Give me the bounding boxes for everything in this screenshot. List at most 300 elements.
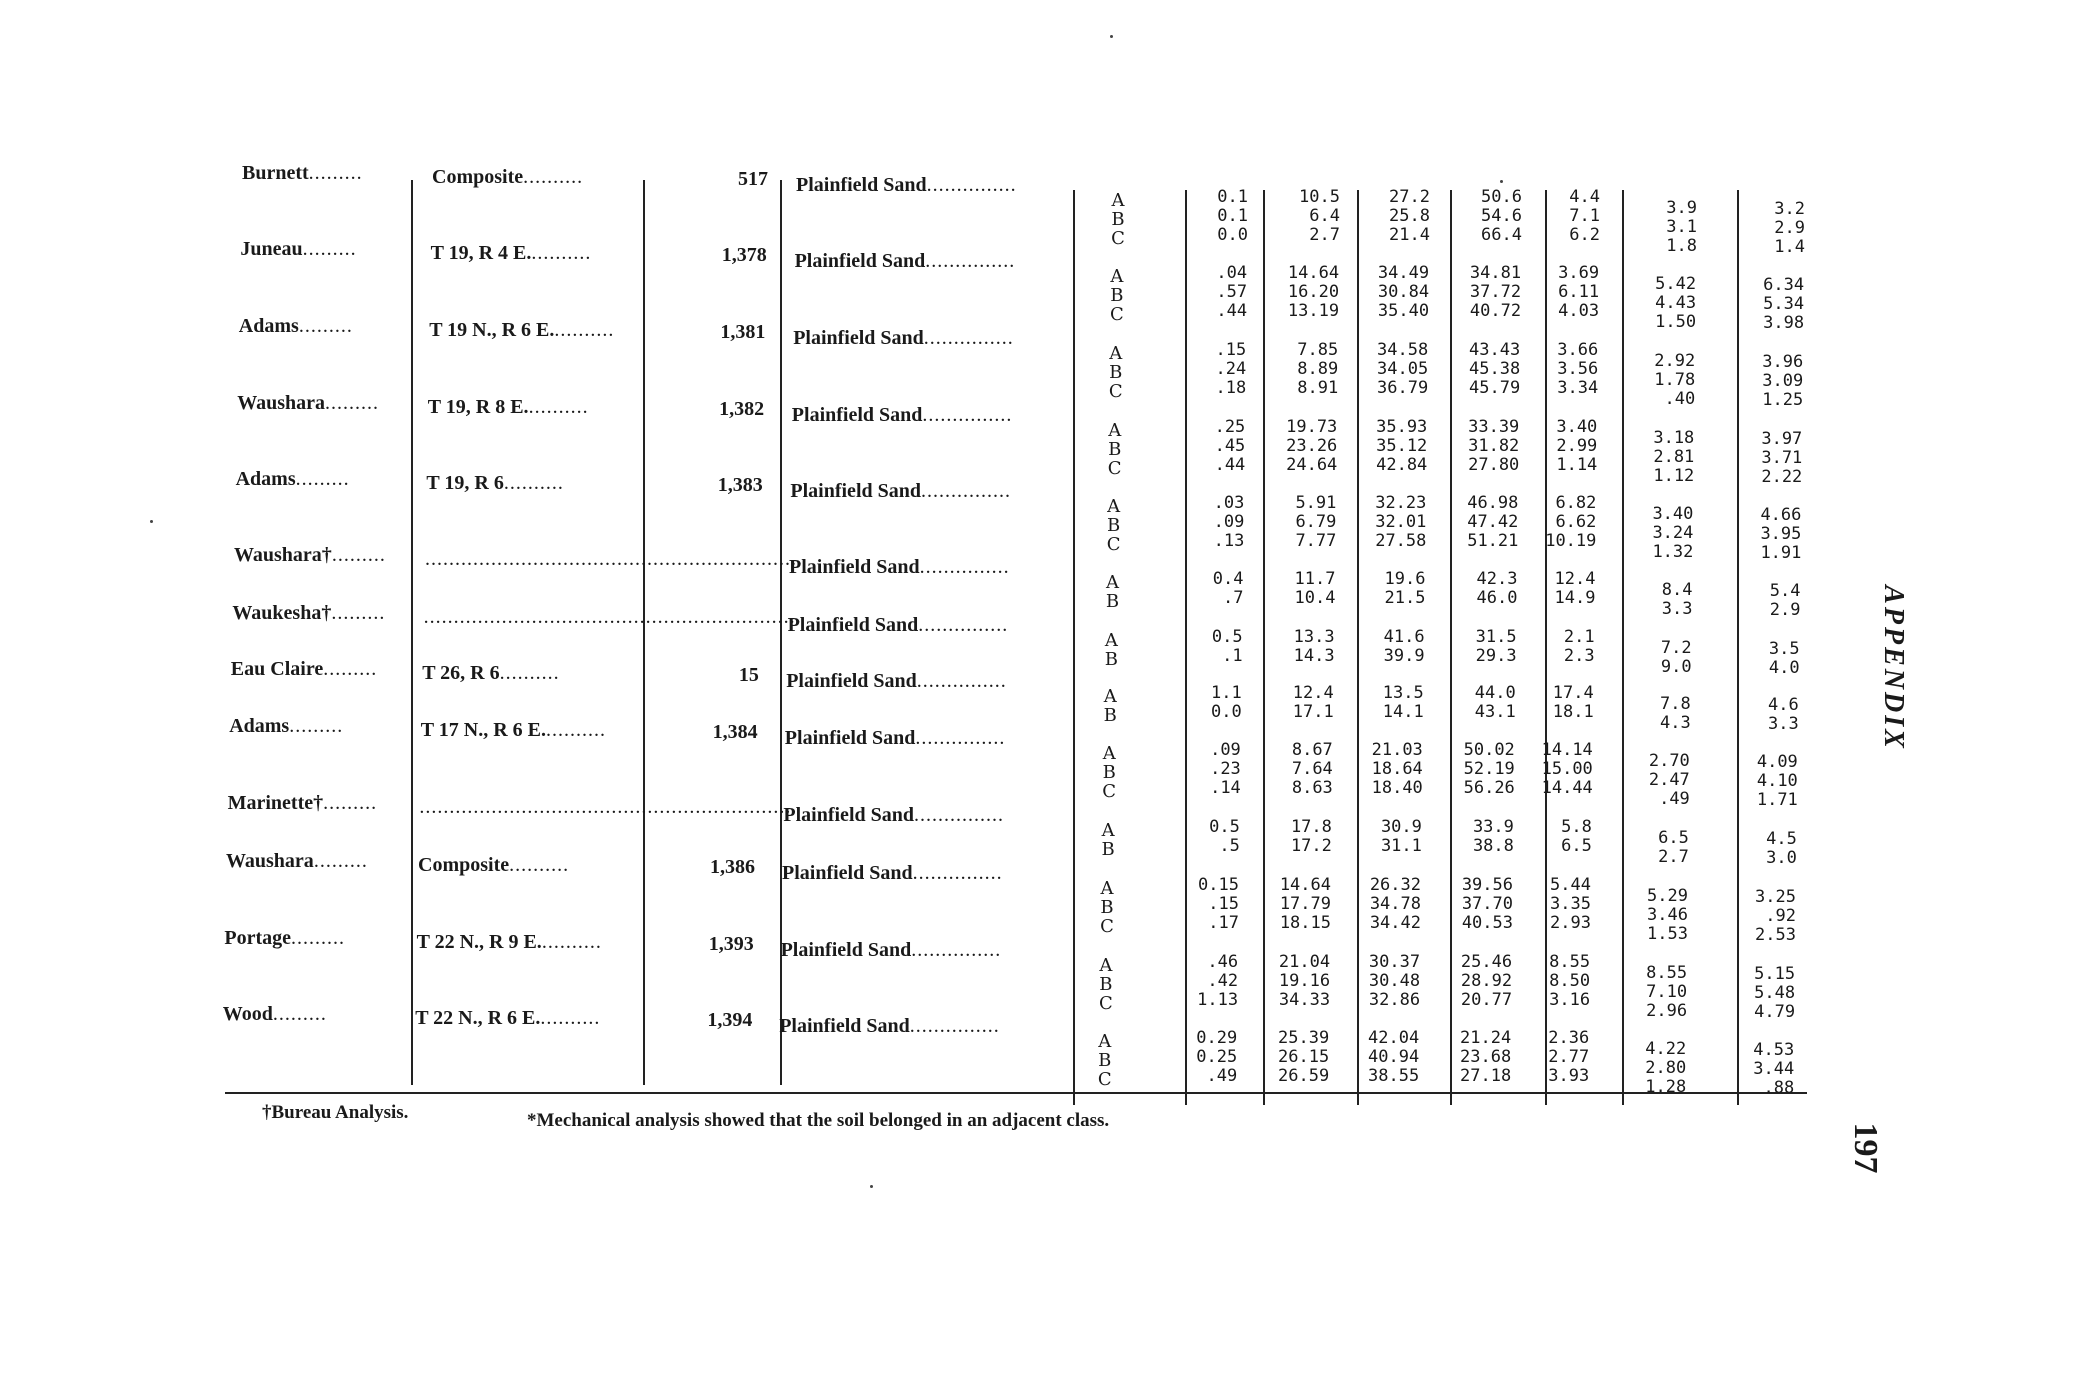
fraction-value: 3.24 (1652, 523, 1694, 543)
fraction-value: 0.0 (1210, 702, 1242, 722)
horizon-label: B (1110, 285, 1124, 306)
fraction-value: 2.7 (1309, 225, 1340, 245)
fraction-value: .09 (1213, 512, 1245, 532)
fraction-value: 31.5 (1475, 627, 1517, 647)
leader-dots: .......... (531, 242, 592, 264)
fraction-value: .92 (1765, 906, 1796, 926)
fraction-value: 35.40 (1377, 301, 1430, 321)
horizon-label: A (1104, 630, 1118, 651)
column-rule (411, 180, 413, 1085)
leader-dots: ............... (909, 1015, 1000, 1037)
leader-dots: ............... (918, 614, 1009, 636)
fraction-value: 0.5 (1209, 817, 1240, 837)
fraction-value: 1.1 (1210, 683, 1242, 703)
footnote-bureau-analysis: †Bureau Analysis. (262, 1102, 409, 1123)
leader-dots: ............... (921, 480, 1011, 502)
fraction-value: 2.81 (1653, 447, 1695, 467)
horizon-label: A (1110, 266, 1124, 287)
sample-number: 1,394 (707, 1009, 753, 1031)
leader-dots: ......... (272, 1003, 327, 1025)
fraction-value: 3.09 (1762, 371, 1804, 391)
fraction-value: 3.0 (1766, 848, 1797, 868)
fraction-value: 13.19 (1287, 301, 1340, 321)
leader-dots: .......... (509, 854, 570, 876)
county-name: Adams (235, 468, 296, 490)
fraction-value: .44 (1216, 301, 1248, 321)
horizon-label: A (1108, 420, 1122, 441)
fraction-value: .44 (1214, 455, 1246, 475)
leader-dots: ......... (323, 792, 378, 814)
leader-dots: ............... (922, 404, 1013, 426)
soil-type-cell (792, 404, 1013, 427)
fraction-value: 30.37 (1368, 952, 1421, 972)
fraction-value: 21.4 (1389, 225, 1430, 245)
fraction-value: 28.92 (1460, 971, 1513, 991)
fraction-value: 8.55 (1646, 963, 1688, 983)
county-cell (232, 602, 385, 625)
location-cell (421, 719, 606, 742)
county-name: Adams (238, 315, 299, 337)
fraction-value: 7.10 (1646, 982, 1688, 1002)
leader-dots: ............... (916, 670, 1007, 692)
location-cell (422, 662, 559, 685)
soil-type: Plainfield Sand (789, 556, 920, 578)
scan-speck (1110, 35, 1113, 38)
horizon-label: C (1106, 534, 1121, 555)
fraction-value: 35.93 (1376, 417, 1428, 437)
leader-dots: ......... (289, 715, 344, 737)
fraction-value: 26.15 (1278, 1047, 1330, 1067)
fraction-value: 21.24 (1460, 1028, 1512, 1048)
soil-type-cell (793, 327, 1014, 350)
leader-dots: .......... (546, 719, 607, 741)
soil-type: Plainfield Sand (783, 804, 914, 826)
leader-dots: .......... (541, 931, 602, 953)
county-name: Eau Claire (230, 658, 324, 680)
fraction-value: 14.44 (1541, 778, 1593, 798)
fraction-value: 1.32 (1652, 542, 1694, 562)
fraction-value: 4.22 (1645, 1039, 1687, 1059)
fraction-value: 3.96 (1762, 352, 1804, 372)
county-cell (240, 238, 356, 261)
horizon-label: B (1105, 591, 1120, 612)
fraction-value: 50.02 (1463, 740, 1515, 760)
fraction-value: 39.56 (1461, 875, 1513, 895)
fraction-value: 34.33 (1278, 990, 1331, 1010)
soil-type: Plainfield Sand (780, 939, 912, 961)
fraction-value: 6.11 (1558, 282, 1600, 302)
fraction-value: 34.42 (1369, 913, 1421, 933)
fraction-value: 25.39 (1278, 1028, 1330, 1048)
running-head-appendix: APPENDIX (1878, 585, 1909, 751)
fraction-value: 3.56 (1557, 359, 1599, 379)
fraction-value: 23.26 (1286, 436, 1338, 456)
soil-type: Plainfield Sand (779, 1015, 910, 1037)
soil-type: Plainfield Sand (790, 480, 921, 502)
leader-dots: ......... (298, 315, 353, 337)
fraction-value: 39.9 (1383, 646, 1425, 666)
fraction-value: 40.53 (1461, 913, 1513, 933)
fraction-value: 14.1 (1382, 702, 1424, 722)
fraction-value: 3.1 (1666, 217, 1697, 237)
leader-dots: ......... (302, 238, 357, 260)
fraction-value: 3.3 (1661, 599, 1693, 619)
fraction-value: 3.16 (1549, 990, 1591, 1010)
county-cell (239, 315, 353, 338)
fraction-value: 4.66 (1760, 505, 1802, 525)
fraction-value: 56.26 (1463, 778, 1515, 798)
fraction-value: 0.4 (1212, 569, 1244, 589)
fraction-value: 18.1 (1552, 702, 1594, 722)
fraction-value: 27.80 (1468, 455, 1520, 475)
fraction-value: 29.3 (1475, 646, 1517, 666)
horizon-label: C (1100, 916, 1114, 937)
fraction-value: 7.85 (1297, 340, 1339, 360)
leader-dots: .......... (523, 166, 584, 188)
fraction-value: 30.9 (1380, 817, 1422, 837)
leader-dots: .......... (499, 662, 560, 684)
county-cell (237, 392, 379, 415)
fraction-value: 6.82 (1555, 493, 1597, 513)
fraction-value: 5.4 (1769, 581, 1801, 601)
fraction-value: 4.53 (1753, 1040, 1795, 1060)
fraction-value: .1 (1222, 646, 1243, 666)
fraction-value: .15 (1215, 340, 1247, 360)
county-name: Marinette† (227, 792, 324, 814)
location-cell (431, 242, 592, 265)
fraction-value: 5.42 (1655, 274, 1697, 294)
fraction-value: 2.92 (1654, 351, 1696, 371)
leader-dots: ............... (923, 327, 1014, 349)
fraction-value: 2.9 (1769, 600, 1801, 620)
soil-type-cell (782, 862, 1003, 885)
footnote-mechanical-analysis: *Mechanical analysis showed that the soil belonged in an adjacent class. (527, 1110, 1110, 1131)
location-cell (418, 854, 569, 877)
fraction-value: 12.4 (1554, 569, 1596, 589)
leader-dots: .......... (528, 396, 589, 418)
fraction-value: 41.6 (1383, 627, 1425, 647)
leader-dots: ............... (911, 939, 1002, 961)
location-text: T 19, R 4 E. (430, 242, 532, 264)
soil-type-cell (796, 174, 1017, 197)
column-rule (1622, 190, 1624, 1105)
fraction-value: 5.34 (1763, 294, 1805, 314)
fraction-value: .5 (1219, 836, 1240, 856)
fraction-value: 8.89 (1297, 359, 1339, 379)
fraction-value: 6.79 (1295, 512, 1337, 532)
fraction-value: .13 (1213, 531, 1245, 551)
fraction-value: 34.78 (1369, 894, 1421, 914)
county-cell (226, 850, 368, 873)
fraction-value: 38.8 (1472, 836, 1514, 856)
scan-speck (150, 520, 153, 523)
fraction-value: 1.91 (1760, 543, 1802, 563)
fraction-value: 25.46 (1460, 952, 1513, 972)
fraction-value: 4.09 (1756, 752, 1798, 772)
fraction-value: 13.3 (1293, 627, 1335, 647)
horizon-label: A (1109, 343, 1123, 364)
soil-type-cell (788, 614, 1009, 637)
horizon-label: B (1100, 897, 1114, 918)
fraction-value: 12.4 (1292, 683, 1334, 703)
location-text: T 19 N., R 6 E. (429, 319, 555, 341)
sample-number: 1,384 (712, 721, 758, 743)
fraction-value: 2.93 (1550, 913, 1591, 933)
sample-number: 15 (738, 664, 759, 686)
leader-dots: ............................................................... (419, 796, 798, 818)
horizon-label: A (1111, 190, 1125, 211)
fraction-value: 7.8 (1659, 694, 1691, 714)
fraction-value: .18 (1215, 378, 1247, 398)
horizon-label: B (1102, 762, 1116, 783)
fraction-value: 24.64 (1286, 455, 1338, 475)
fraction-value: 18.64 (1371, 759, 1423, 779)
fraction-value: 3.35 (1550, 894, 1591, 914)
fraction-value: 5.91 (1295, 493, 1337, 513)
fraction-value: 42.84 (1376, 455, 1428, 475)
fraction-value: 32.23 (1375, 493, 1427, 513)
sample-number: 1,393 (708, 933, 754, 955)
soil-type: Plainfield Sand (786, 670, 917, 692)
horizon-label: A (1107, 496, 1121, 517)
scan-speck (1500, 180, 1503, 183)
fraction-value: 4.4 (1569, 187, 1600, 207)
fraction-value: .7 (1223, 588, 1244, 608)
fraction-value: 46.0 (1476, 588, 1518, 608)
fraction-value: 2.9 (1774, 218, 1805, 238)
fraction-value: 7.64 (1291, 759, 1333, 779)
leader-dots: ......... (295, 468, 350, 490)
fraction-value: 19.6 (1384, 569, 1426, 589)
fraction-value: 54.6 (1481, 206, 1522, 226)
horizon-label: C (1108, 381, 1123, 402)
column-rule (1357, 190, 1359, 1105)
fraction-value: 8.91 (1297, 378, 1339, 398)
page-number: 197 (1847, 1122, 1884, 1174)
fraction-value: 2.77 (1548, 1047, 1590, 1067)
location-text: T 19, R 6 (426, 472, 504, 494)
fraction-value: 4.6 (1767, 695, 1799, 715)
county-name: Juneau (240, 238, 303, 260)
location-text: T 19, R 8 E. (427, 396, 529, 418)
leader-dots: ......... (331, 602, 386, 624)
fraction-value: 0.1 (1217, 206, 1248, 226)
fraction-value: 52.19 (1463, 759, 1515, 779)
fraction-value: 0.15 (1198, 875, 1239, 895)
leader-dots: ............................................................... (425, 548, 803, 570)
horizon-label: C (1097, 1069, 1112, 1090)
horizon-label: B (1109, 362, 1123, 383)
fraction-value: 50.6 (1481, 187, 1522, 207)
fraction-value: 0.0 (1217, 225, 1248, 245)
fraction-value: .49 (1206, 1066, 1238, 1086)
fraction-value: 42.04 (1368, 1028, 1420, 1048)
fraction-value: 5.48 (1754, 983, 1796, 1003)
county-name: Portage (224, 927, 292, 949)
fraction-value: 31.1 (1380, 836, 1422, 856)
fraction-value: 45.38 (1469, 359, 1521, 379)
fraction-value: 16.20 (1287, 282, 1340, 302)
location-cell (426, 472, 563, 495)
horizon-label: A (1106, 572, 1119, 593)
soil-type-cell (789, 556, 1010, 579)
fraction-value: 3.46 (1647, 905, 1688, 925)
fraction-value: 1.13 (1197, 990, 1239, 1010)
fraction-value: 7.77 (1295, 531, 1337, 551)
fraction-value: 27.2 (1389, 187, 1430, 207)
fraction-value: 5.8 (1561, 817, 1592, 837)
fraction-value: 44.0 (1474, 683, 1516, 703)
location-cell (432, 166, 583, 189)
fraction-value: 31.82 (1468, 436, 1520, 456)
fraction-value: 21.5 (1384, 588, 1426, 608)
sample-number: 517 (738, 168, 768, 190)
leader-dots: ......... (308, 162, 363, 184)
location-cell (424, 606, 802, 629)
horizon-label: B (1099, 974, 1113, 995)
fraction-value: 20.77 (1460, 990, 1513, 1010)
horizon-label: C (1110, 304, 1124, 325)
fraction-value: 14.14 (1541, 740, 1593, 760)
leader-dots: ............... (925, 250, 1016, 272)
fraction-value: 27.18 (1460, 1066, 1512, 1086)
fraction-value: 3.5 (1768, 639, 1800, 659)
fraction-value: 32.86 (1368, 990, 1421, 1010)
fraction-value: 33.39 (1468, 417, 1520, 437)
fraction-value: 7.1 (1569, 206, 1600, 226)
fraction-value: 43.43 (1469, 340, 1521, 360)
fraction-value: 1.8 (1666, 236, 1697, 256)
horizon-label: B (1108, 439, 1122, 460)
leader-dots: ............... (919, 556, 1010, 578)
county-cell (234, 544, 386, 567)
fraction-value: 2.3 (1563, 646, 1595, 666)
fraction-value: 8.55 (1549, 952, 1591, 972)
fraction-value: 2.36 (1548, 1028, 1590, 1048)
fraction-value: 10.19 (1545, 531, 1597, 551)
fraction-value: 6.5 (1658, 828, 1689, 848)
fraction-value: 2.70 (1648, 751, 1690, 771)
leader-dots: ............................................................... (423, 606, 802, 628)
fraction-value: 1.71 (1756, 790, 1798, 810)
fraction-value: 3.3 (1767, 714, 1799, 734)
soil-type-cell (783, 804, 1004, 827)
fraction-value: 34.58 (1377, 340, 1429, 360)
leader-dots: .......... (554, 319, 615, 341)
location-text: T 26, R 6 (422, 662, 500, 684)
soil-type: Plainfield Sand (796, 174, 927, 196)
fraction-value: 13.5 (1382, 683, 1424, 703)
horizon-label: A (1102, 743, 1116, 764)
horizon-label: A (1101, 820, 1115, 841)
fraction-value: 23.68 (1460, 1047, 1512, 1067)
fraction-value: 9.0 (1660, 657, 1692, 677)
fraction-value: 4.3 (1659, 713, 1691, 733)
fraction-value: 17.2 (1290, 836, 1332, 856)
fraction-value: 6.34 (1763, 275, 1805, 295)
fraction-value: 3.97 (1761, 429, 1803, 449)
soil-type: Plainfield Sand (794, 250, 926, 272)
horizon-label: C (1107, 458, 1122, 479)
county-cell (229, 715, 343, 738)
fraction-value: 36.79 (1377, 378, 1429, 398)
leader-dots: ......... (325, 392, 379, 414)
fraction-value: 4.03 (1558, 301, 1600, 321)
fraction-value: 10.4 (1294, 588, 1336, 608)
fraction-value: .40 (1664, 389, 1696, 409)
location-text: Composite (432, 166, 524, 188)
fraction-value: .42 (1207, 971, 1239, 991)
fraction-value: 66.4 (1481, 225, 1522, 245)
fraction-value: 35.12 (1376, 436, 1428, 456)
fraction-value: 2.96 (1646, 1001, 1688, 1021)
fraction-value: .24 (1215, 359, 1247, 379)
fraction-value: 5.15 (1754, 964, 1796, 984)
fraction-value: 2.80 (1645, 1058, 1687, 1078)
soil-type-cell (785, 727, 1006, 750)
horizon-label: C (1111, 228, 1125, 249)
soil-type: Plainfield Sand (784, 727, 916, 749)
fraction-value: 14.64 (1287, 263, 1340, 283)
fraction-value: 8.63 (1291, 778, 1333, 798)
fraction-value: 3.40 (1556, 417, 1598, 437)
fraction-value: 26.32 (1369, 875, 1421, 895)
fraction-value: 8.50 (1549, 971, 1591, 991)
fraction-value: .45 (1214, 436, 1246, 456)
horizon-label: B (1111, 209, 1125, 230)
county-cell (228, 792, 378, 815)
horizon-label: B (1106, 515, 1121, 536)
horizon-label: C (1099, 993, 1113, 1014)
scan-speck (870, 1185, 873, 1188)
fraction-value: 2.99 (1556, 436, 1598, 456)
fraction-value: .49 (1659, 789, 1690, 809)
fraction-value: 6.4 (1309, 206, 1340, 226)
fraction-value: .23 (1210, 759, 1241, 779)
horizon-label: B (1103, 705, 1117, 726)
county-cell (224, 927, 345, 950)
fraction-value: 3.34 (1557, 378, 1599, 398)
fraction-value: 3.18 (1653, 428, 1695, 448)
fraction-value: 3.2 (1774, 199, 1805, 219)
leader-dots: ......... (323, 658, 378, 680)
fraction-value: 47.42 (1467, 512, 1519, 532)
horizon-label: B (1098, 1050, 1112, 1071)
fraction-value: 2.53 (1755, 925, 1796, 945)
fraction-value: 21.03 (1371, 740, 1423, 760)
fraction-value: 11.7 (1294, 569, 1336, 589)
county-name: Waushara† (234, 544, 332, 566)
sample-number: 1,382 (719, 398, 765, 420)
county-cell (242, 162, 363, 185)
fraction-value: 5.44 (1550, 875, 1591, 895)
location-cell (428, 396, 589, 419)
fraction-value: .17 (1208, 913, 1239, 933)
fraction-value: 5.29 (1647, 886, 1688, 906)
fraction-value: 30.84 (1377, 282, 1430, 302)
fraction-value: 18.40 (1371, 778, 1423, 798)
fraction-value: 2.7 (1658, 847, 1689, 867)
horizon-label: B (1101, 839, 1115, 860)
location-text: T 17 N., R 6 E. (420, 719, 547, 741)
sample-number: 1,378 (721, 244, 767, 266)
fraction-value: 34.49 (1377, 263, 1430, 283)
fraction-value: .09 (1210, 740, 1241, 760)
fraction-value: 0.25 (1196, 1047, 1238, 1067)
fraction-value: 3.40 (1652, 504, 1694, 524)
fraction-value: 2.47 (1648, 770, 1690, 790)
fraction-value: 37.70 (1461, 894, 1513, 914)
